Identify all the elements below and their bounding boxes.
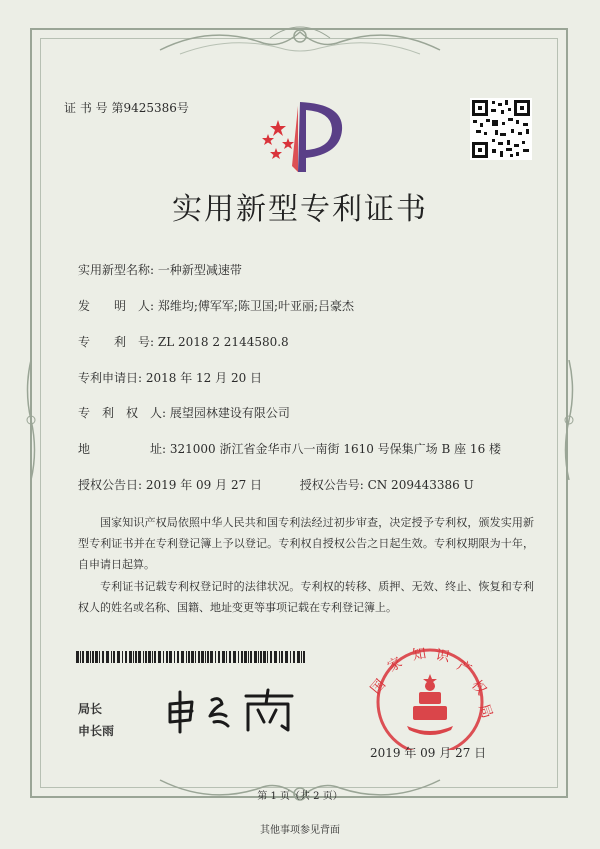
director-signature: [162, 686, 302, 736]
director-title: 局长: [78, 702, 103, 716]
field-row-inventors: [78, 298, 354, 314]
field-label: 发 明 人:: [78, 299, 155, 313]
top-ornament: [150, 20, 450, 60]
official-seal-icon: [355, 640, 505, 750]
page-title: 实用新型专利证书: [172, 192, 428, 227]
barcode-icon: [76, 651, 306, 663]
legal-status-paragraph: 专利证书记载专利权登记时的法律状况。专利权的转移、质押、无效、终止、恢复和专利权人的姓名或名称、国籍、地址变更等事项记载在专利登记簿上。: [78, 580, 534, 614]
qr-code-icon: [470, 98, 532, 160]
field-value: 一种新型减速带: [157, 263, 242, 277]
field-label: 专 利 权 人:: [78, 406, 167, 420]
svg-text:权: 权: [467, 677, 490, 699]
page-number: 第 1 页（共 2 页）: [257, 791, 343, 802]
certificate-number-value: 9425386: [123, 101, 177, 115]
field-value: 展望园林建设有限公司: [169, 406, 290, 420]
field-row-address: [78, 441, 501, 457]
certificate-number-label: 证 书 号 第: [64, 101, 124, 115]
field-value: 郑维均;傅军军;陈卫国;叶亚丽;吕豪杰: [157, 299, 355, 313]
field-label: 专 利 号:: [78, 335, 155, 349]
director-name: 申长雨: [78, 724, 115, 738]
field-label: 地 址:: [78, 442, 167, 456]
certificate-number: [64, 99, 189, 116]
seal-date: 2019 年 09 月 27 日: [370, 746, 487, 760]
field-value: 2018 年 12 月 20 日: [145, 371, 263, 385]
field-row-patent-number: [78, 334, 289, 350]
field-value: ZL 2018 2 2144580.8: [157, 335, 289, 349]
field-label: 授权公告日:: [78, 478, 143, 492]
svg-text:产: 产: [454, 657, 475, 679]
patent-office-logo-icon: [252, 96, 352, 174]
field-row-patentee: [78, 405, 290, 421]
field-row-utility-model-name: [78, 262, 242, 278]
footer-note: 其他事项参见背面: [260, 825, 340, 836]
right-ornament: [562, 360, 576, 480]
svg-text:家: 家: [385, 654, 406, 676]
field-label: 实用新型名称:: [78, 263, 155, 277]
field-value: 2019 年 09 月 27 日: [145, 478, 263, 492]
field-value: 321000 浙江省金华市八一南街 1610 号保集广场 B 座 16 楼: [169, 442, 502, 456]
field-row-application-date: [78, 370, 262, 386]
left-ornament: [24, 360, 38, 480]
field-label: 专利申请日:: [78, 371, 143, 385]
svg-text:知: 知: [410, 645, 428, 664]
svg-text:识: 识: [434, 647, 451, 666]
announcement-label: 授权公告号:: [299, 478, 364, 492]
svg-text:国: 国: [367, 676, 390, 698]
certificate-number-suffix: 号: [176, 101, 189, 115]
announcement-value: CN 209443386 U: [367, 478, 474, 492]
grant-paragraph: 国家知识产权局依照中华人民共和国专利法经过初步审查，决定授予专利权，颁发实用新型专利证书并在专利登记簿上予以登记。专利权自授权公告之日起生效。专利权期限为十年，自申请日起算。: [78, 516, 534, 571]
svg-text:局: 局: [475, 701, 496, 721]
field-row-grant-announcement: [78, 477, 474, 493]
